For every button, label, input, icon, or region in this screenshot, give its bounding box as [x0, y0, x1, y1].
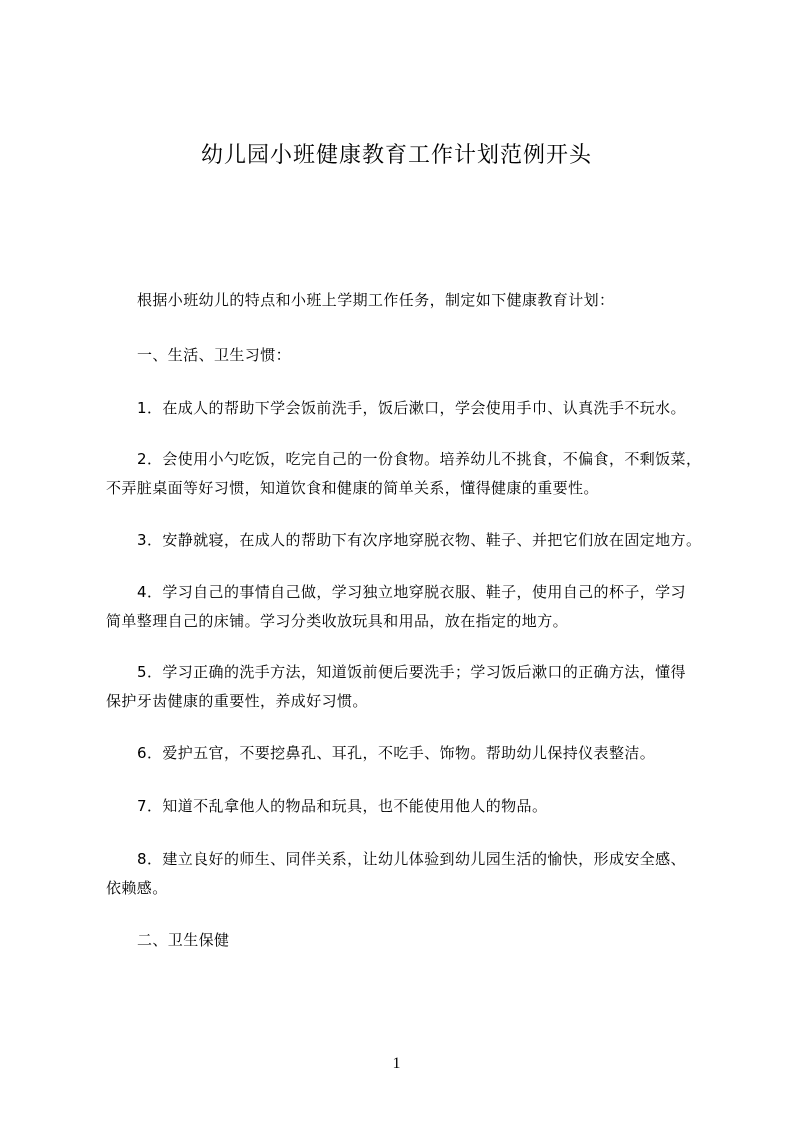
list-item-3-line-1: 3．安静就寝，在成人的帮助下有次序地穿脱衣物、鞋子、并把它们放在固定地方。	[137, 531, 702, 549]
section-heading-health-care: 二、卫生保健	[137, 931, 230, 949]
list-item-1-line-1: 1．在成人的帮助下学会饭前洗手，饭后漱口，学会使用手巾、认真洗手不玩水。	[137, 399, 686, 417]
list-item-8	[106, 845, 716, 903]
list-item-5	[106, 658, 716, 716]
list-item-2-line-1: 2．会使用小勺吃饭，吃完自己的一份食物。培养幼儿不挑食，不偏食，不剩饭菜，	[137, 450, 702, 468]
intro-paragraph: 根据小班幼儿的特点和小班上学期工作任务，制定如下健康教育计划：	[137, 291, 615, 309]
list-item-4-line-2: 简单整理自己的床铺。学习分类收放玩具和用品，放在指定的地方。	[106, 612, 569, 630]
list-item-2-line-2: 不弄脏桌面等好习惯，知道饮食和健康的简单关系，懂得健康的重要性。	[106, 479, 599, 497]
section-heading-hygiene-habits: 一、生活、卫生习惯：	[137, 346, 292, 364]
list-item-4	[106, 578, 716, 636]
list-item-2	[106, 445, 716, 503]
list-item-6-line-1: 6．爱护五官，不要挖鼻孔、耳孔，不吃手、饰物。帮助幼儿保持仪表整洁。	[137, 744, 656, 762]
list-item-7-line-1: 7．知道不乱拿他人的物品和玩具，也不能使用他人的物品。	[137, 797, 548, 815]
list-item-7	[137, 792, 747, 821]
list-item-6	[137, 739, 747, 768]
list-item-5-line-1: 5．学习正确的洗手方法，知道饭前便后要洗手；学习饭后漱口的正确方法，懂得	[137, 663, 686, 681]
list-item-4-line-1: 4．学习自己的事情自己做，学习独立地穿脱衣服、鞋子，使用自己的杯子，学习	[137, 583, 686, 601]
list-item-5-line-2: 保护牙齿健康的重要性，养成好习惯。	[106, 692, 368, 710]
list-item-1	[137, 394, 747, 423]
list-item-8-line-1: 8．建立良好的师生、同伴关系，让幼儿体验到幼儿园生活的愉快，形成安全感、	[137, 850, 686, 868]
list-item-3	[137, 526, 747, 555]
document-title: 幼儿园小班健康教育工作计划范例开头	[200, 143, 592, 168]
list-item-8-line-2: 依赖感。	[106, 879, 168, 897]
page-number: 1	[392, 1055, 401, 1072]
